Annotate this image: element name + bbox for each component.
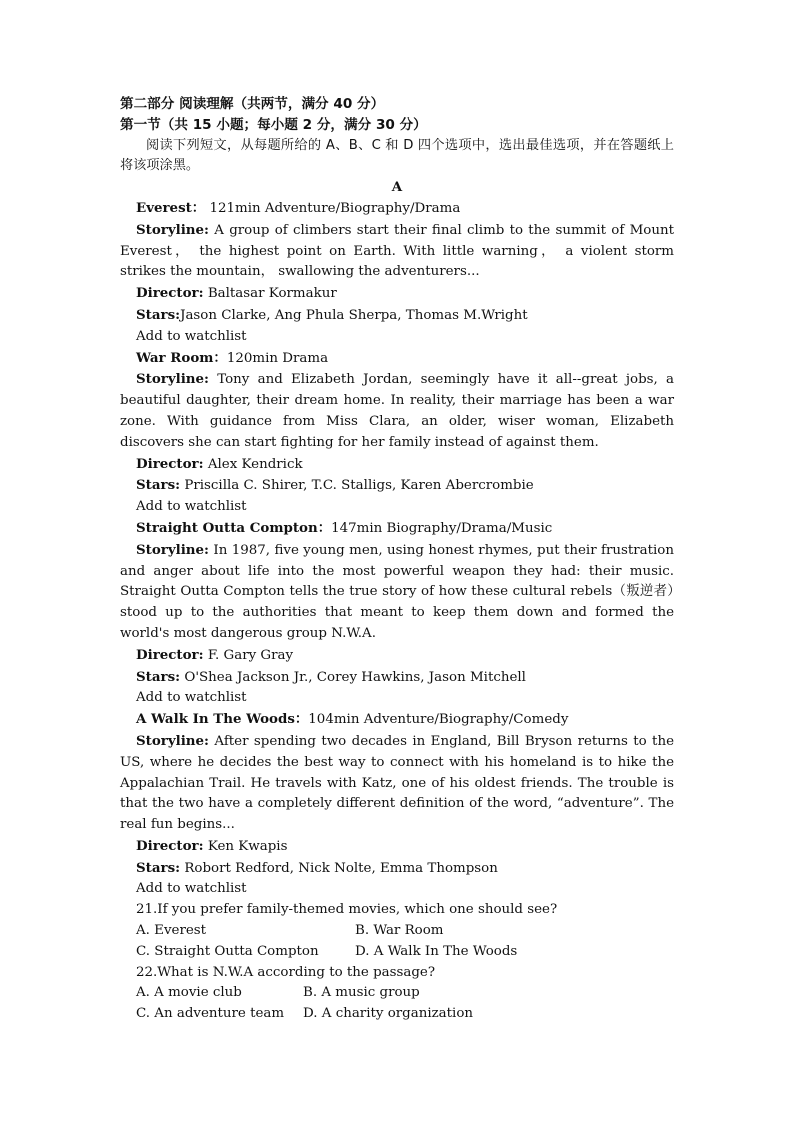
stars-line bbox=[120, 475, 674, 497]
movie-title-line bbox=[120, 198, 674, 220]
storyline bbox=[120, 731, 674, 836]
storyline bbox=[120, 540, 674, 645]
director-label: Director: bbox=[136, 837, 204, 854]
passage-letter: A bbox=[391, 179, 403, 196]
stars-names: O'Shea Jackson Jr., Corey Hawkins, Jason Mitchell bbox=[184, 669, 526, 685]
question-stem: 21.If you prefer family-themed movies, which one should see? bbox=[136, 902, 558, 918]
option-d: D. A charity organization bbox=[303, 1006, 474, 1022]
option-row bbox=[120, 942, 674, 963]
stars-names: Priscilla C. Shirer, T.C. Stalligs, Karen Abercrombie bbox=[184, 478, 534, 494]
storyline-text: After spending two decades in England, Bill Bryson returns to the US, where he decides the best way to connect with his homeland is to hike the Appalachian Trail. He travels with Katz, one of his oldest friends. The trouble is that the two have a completely different definition of the word, “adventure”. The real fun begins... bbox=[120, 733, 674, 833]
add-to-watchlist: Add to watchlist bbox=[136, 881, 247, 897]
option-c: C. An adventure team bbox=[136, 1006, 285, 1022]
option-row bbox=[120, 921, 674, 942]
stars-label: Stars: bbox=[136, 859, 181, 876]
storyline-label: Storyline: bbox=[136, 541, 209, 558]
director-name: Ken Kwapis bbox=[207, 838, 288, 854]
add-to-watchlist: Add to watchlist bbox=[136, 499, 247, 515]
storyline-text: In 1987, five young men, using honest rhymes, put their frustration and anger about life into the most powerful weapon they had: their music. Straight Outta Compton tells the true story of how these cultural rebels（叛逆者）stood up to the authorities that meant to keep them down and formed the world's most dangerous group N.W.A. bbox=[120, 542, 674, 641]
director-line bbox=[120, 454, 674, 476]
section-heading: 第一节（共 15 小题；每小题 2 分，满分 30 分） bbox=[120, 116, 427, 133]
movie-title-line bbox=[120, 709, 674, 731]
director-line bbox=[120, 645, 674, 667]
director-name: Baltasar Kormakur bbox=[207, 286, 337, 302]
director-label: Director: bbox=[136, 285, 204, 302]
exam-page bbox=[120, 94, 674, 1025]
director-name: Alex Kendrick bbox=[207, 456, 303, 472]
movie-info: 121min Adventure/Biography/Drama bbox=[209, 200, 461, 216]
stars-label: Stars: bbox=[136, 668, 181, 685]
add-to-watchlist: Add to watchlist bbox=[136, 690, 247, 706]
movie-title: Straight Outta Compton： bbox=[136, 519, 332, 536]
director-name: F. Gary Gray bbox=[207, 647, 294, 663]
stars-line bbox=[120, 305, 674, 327]
movie-title-line bbox=[120, 518, 674, 540]
stars-names: Jason Clarke, Ang Phula Sherpa, Thomas M.Wright bbox=[180, 307, 528, 323]
movie-entry bbox=[120, 518, 674, 709]
director-label: Director: bbox=[136, 646, 204, 663]
storyline-label: Storyline: bbox=[136, 732, 209, 749]
director-line bbox=[120, 836, 674, 858]
option-d: D. A Walk In The Woods bbox=[355, 943, 518, 959]
option-row bbox=[120, 983, 674, 1004]
part-heading: 第二部分 阅读理解（共两节，满分 40 分） bbox=[120, 96, 385, 112]
director-line bbox=[120, 283, 674, 305]
storyline-label: Storyline: bbox=[136, 221, 209, 238]
question bbox=[120, 963, 674, 1025]
option-a: A. Everest bbox=[136, 923, 207, 939]
movie-title: War Room： bbox=[136, 349, 227, 366]
stars-label: Stars: bbox=[136, 477, 181, 494]
storyline-text: Tony and Elizabeth Jordan, seemingly have it all--great jobs, a beautiful daughter, their dream home. In reality, their marriage has been a war zone. With guidance from Miss Clara, an older, wiser woman, Elizabeth discovers she can start fighting for her family instead of against them. bbox=[120, 372, 674, 450]
storyline bbox=[120, 369, 674, 453]
movie-entry bbox=[120, 348, 674, 518]
option-a: A. A movie club bbox=[136, 985, 242, 1001]
storyline-text: A group of climbers start their final climb to the summit of Mount Everest， the highest point on Earth. With little warning， a violent storm strikes the mountain， swallowing the adventurers... bbox=[120, 222, 674, 280]
option-b: B. War Room bbox=[355, 923, 444, 939]
stars-line bbox=[120, 667, 674, 689]
movie-info: 120min Drama bbox=[226, 350, 329, 366]
option-row bbox=[120, 1004, 674, 1025]
question-stem: 22.What is N.W.A according to the passage? bbox=[136, 964, 436, 980]
instructions: 阅读下列短文，从每题所给的 A、B、C 和 D 四个选项中，选出最佳选项，并在答题纸上将该项涂黑。 bbox=[120, 137, 674, 174]
question bbox=[120, 900, 674, 962]
stars-label: Stars: bbox=[136, 306, 181, 323]
stars-line bbox=[120, 858, 674, 880]
movie-title-line bbox=[120, 348, 674, 370]
movie-info: 147min Biography/Drama/Music bbox=[331, 520, 553, 536]
stars-names: Robort Redford, Nick Nolte, Emma Thompson bbox=[184, 860, 498, 876]
movie-entry bbox=[120, 198, 674, 348]
director-label: Director: bbox=[136, 455, 204, 472]
storyline-label: Storyline: bbox=[136, 371, 209, 388]
movie-entry bbox=[120, 709, 674, 900]
storyline bbox=[120, 220, 674, 283]
option-c: C. Straight Outta Compton bbox=[136, 943, 319, 959]
movie-info: 104min Adventure/Biography/Comedy bbox=[308, 712, 569, 728]
add-to-watchlist: Add to watchlist bbox=[136, 328, 247, 344]
movie-title: Everest： bbox=[136, 199, 206, 216]
movie-title: A Walk In The Woods： bbox=[136, 711, 309, 728]
option-b: B. A music group bbox=[303, 985, 420, 1001]
